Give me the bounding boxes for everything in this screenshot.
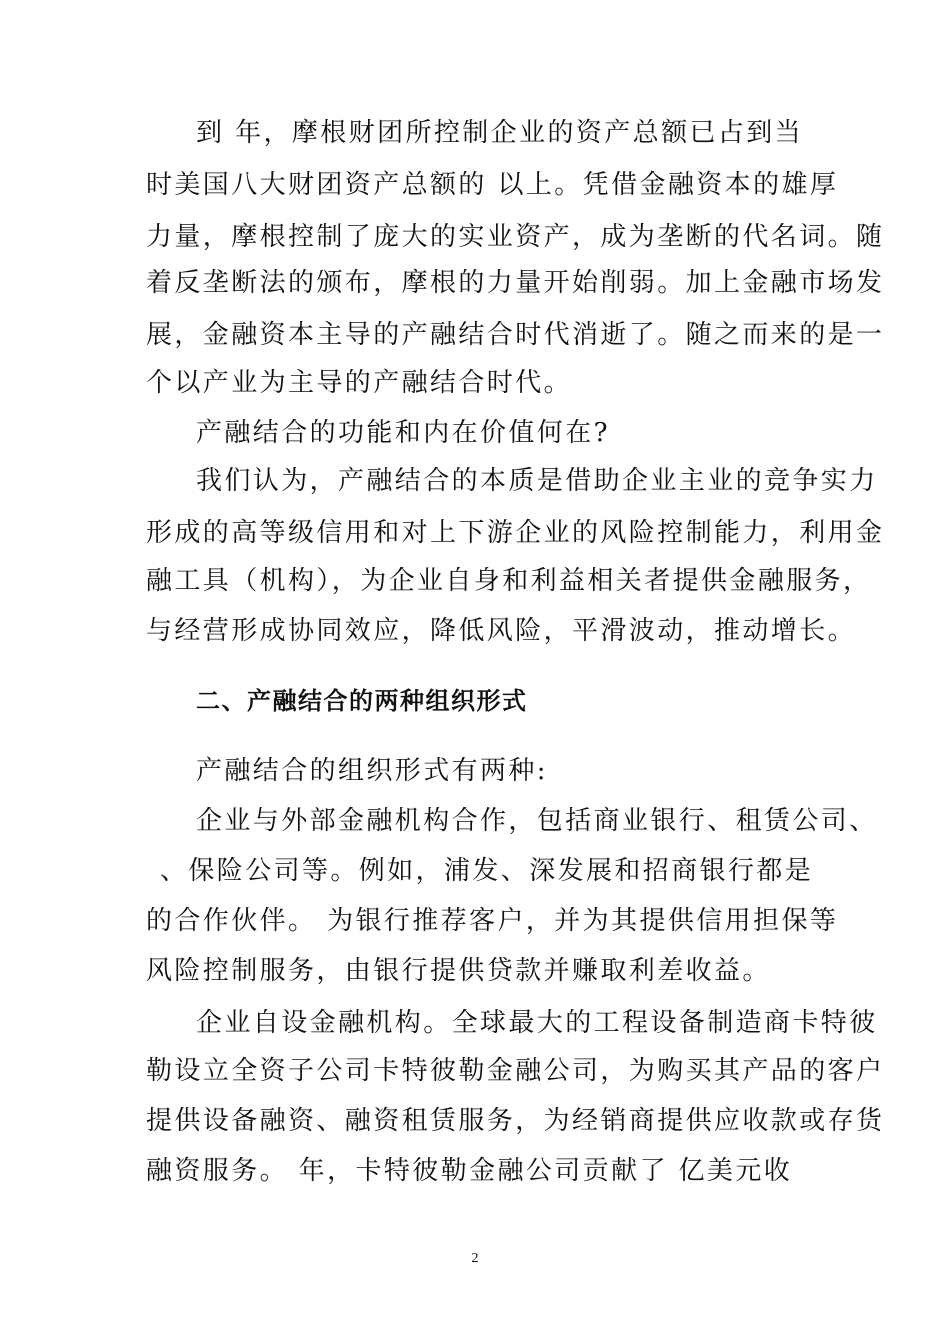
paragraph-line: 产融结合的组织形式有两种: [196,756,548,786]
paragraph-line: 与经营形成协同效应，降低风险，平滑波动，推动增长。 [146,616,857,646]
paragraph-line: 融工具（机构），为企业自身和利益相关者提供金融服务， [146,566,872,596]
section-heading: 二、产融结合的两种组织形式 [196,687,528,715]
paragraph-line: 提供设备融资、融资租赁服务，为经销商提供应收款或存货 [146,1106,885,1136]
paragraph-line: 、保险公司等。例如，浦发、深发展和招商银行都是 [160,856,814,886]
paragraph-line: 展，金融资本主导的产融结合时代消逝了。随之而来的是一 [146,320,885,350]
paragraph-line: 企业自设金融机构。全球最大的工程设备制造商卡特彼 [196,1008,878,1038]
paragraph-line: 我们认为，产融结合的本质是借助企业主业的竞争实力 [196,466,878,496]
page-number: 2 [471,1251,479,1266]
paragraph-line: 勒设立全资子公司卡特彼勒金融公司，为购买其产品的客户 [146,1056,885,1086]
paragraph-line: 企业与外部金融机构合作，包括商业银行、租赁公司、 [196,806,878,836]
paragraph-line: 时美国八大财团资产总额的 以上。凭借金融资本的雄厚 [146,170,839,200]
paragraph-line: 到 年，摩根财团所控制企业的资产总额已占到当 [196,118,804,148]
paragraph-line: 个以产业为主导的产融结合时代。 [146,368,573,398]
paragraph-line: 的合作伙伴。 为银行推荐客户，并为其提供信用担保等 [146,906,839,936]
paragraph-line: 融资服务。 年，卡特彼勒金融公司贡献了 亿美元收 [146,1156,793,1186]
paragraph-line: 风险控制服务，由银行提供贷款并赚取利差收益。 [146,956,771,986]
paragraph-line: 形成的高等级信用和对上下游企业的风险控制能力，利用金 [146,518,885,548]
paragraph-line: 产融结合的功能和内在价值何在? [196,418,610,448]
paragraph-line: 力量，摩根控制了庞大的实业资产，成为垄断的代名词。随 [146,222,885,252]
paragraph-line: 着反垄断法的颁布，摩根的力量开始削弱。加上金融市场发 [146,268,885,298]
